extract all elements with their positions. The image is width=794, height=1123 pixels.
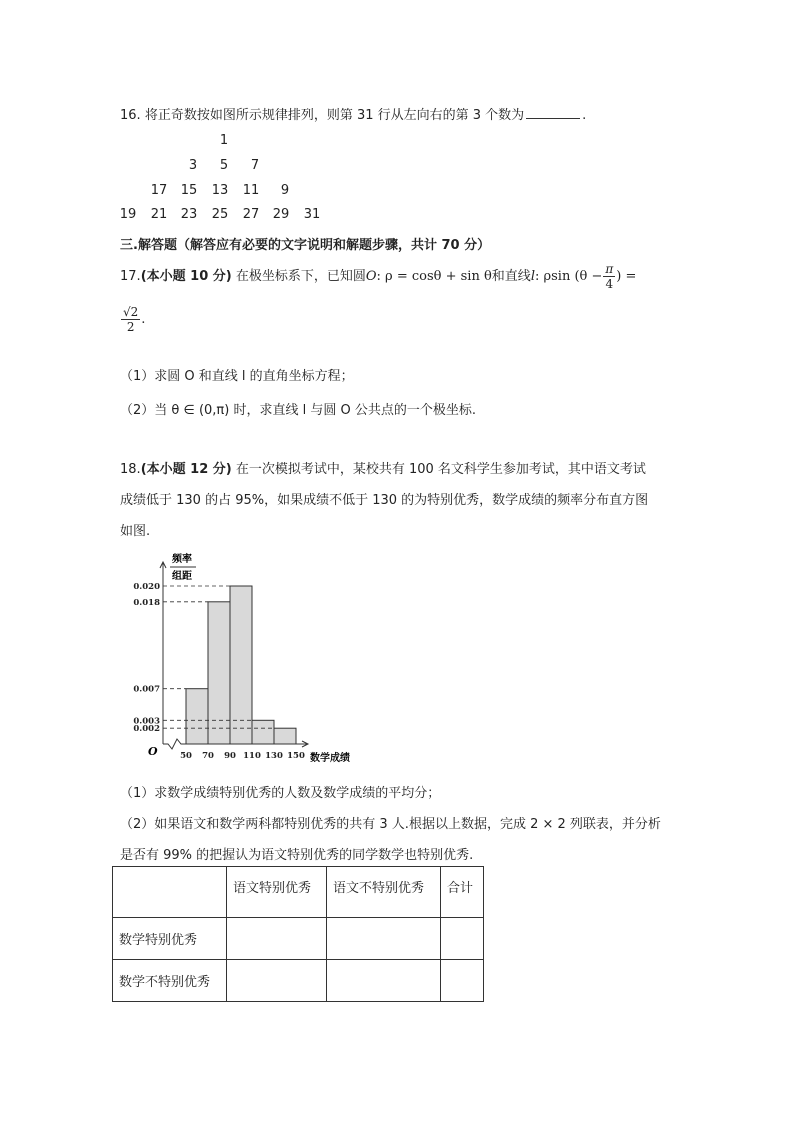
table-header-cell xyxy=(113,867,227,918)
ylabel-bottom: 组距 xyxy=(172,571,192,582)
table-cell[interactable] xyxy=(441,960,484,1002)
q17-text1: 在极坐标系下，已知圆 xyxy=(235,269,366,284)
x-tick-label: 70 xyxy=(202,751,214,761)
triangle-number: 15 xyxy=(180,183,198,198)
histogram-bar xyxy=(208,602,230,744)
triangle-number: 31 xyxy=(303,207,321,222)
q18-line2: 成绩低于 130 的占 95%，如果成绩不低于 130 的为特别优秀，数学成绩的频率分布直方图 xyxy=(120,493,649,508)
table-cell[interactable] xyxy=(327,960,441,1002)
answer-blank xyxy=(526,106,580,119)
line-equation-a: : ρsin (θ − xyxy=(534,269,603,284)
triangle-number: 19 xyxy=(119,207,137,222)
q16-line xyxy=(120,104,586,123)
q18-part1: （1）求数学成绩特别优秀的人数及数学成绩的平均分； xyxy=(120,786,441,801)
table-cell[interactable] xyxy=(227,918,327,960)
histogram-bar xyxy=(274,728,296,744)
table-header-cell: 语文不特别优秀 xyxy=(327,867,441,918)
q16-number: 16. xyxy=(120,108,141,123)
y-tick-label: 0.003 xyxy=(133,716,160,727)
x-tick-label: 150 xyxy=(287,751,305,761)
triangle-number: 25 xyxy=(211,207,229,222)
histogram-bar xyxy=(252,720,274,744)
table-cell[interactable] xyxy=(327,918,441,960)
table-header-cell: 合计 xyxy=(441,867,484,918)
q18-tag: (本小题 12 分) xyxy=(140,462,232,477)
triangle-number: 21 xyxy=(150,207,168,222)
origin-label: O xyxy=(148,745,158,758)
q17-text2: 和直线 xyxy=(491,269,531,284)
table-row xyxy=(113,918,484,960)
triangle-number: 9 xyxy=(280,183,290,198)
x-tick-label: 130 xyxy=(265,751,283,761)
denominator: 2 xyxy=(126,320,135,334)
table-row-header: 数学特别优秀 xyxy=(113,918,227,960)
table-header-cell: 语文特别优秀 xyxy=(227,867,327,918)
line-label: l xyxy=(530,269,535,284)
q17-part2: （2）当 θ ∈ (0,π) 时，求直线 l 与圆 O 公共点的一个极坐标. xyxy=(120,403,476,418)
circle-equation: : ρ = cosθ + sin θ xyxy=(376,269,492,284)
q18-line1 xyxy=(120,458,646,477)
circle-label: O xyxy=(365,269,377,284)
triangle-number: 1 xyxy=(219,133,229,148)
q17-line1 xyxy=(120,262,636,291)
triangle-number: 3 xyxy=(188,158,198,173)
x-tick-label: 110 xyxy=(243,751,261,761)
q18-line3: 如图. xyxy=(120,524,151,539)
histogram-bar xyxy=(186,689,208,744)
q18-text1: 在一次模拟考试中，某校共有 100 名文科学生参加考试，其中语文考试 xyxy=(235,462,646,477)
q16-end: . xyxy=(582,108,587,123)
triangle-number: 23 xyxy=(180,207,198,222)
triangle-number: 7 xyxy=(250,158,260,173)
q17-tag: (本小题 10 分) xyxy=(140,269,232,284)
frequency-histogram xyxy=(133,548,380,770)
pi-over-four: $\frac{\pi}{4}$ xyxy=(605,262,614,291)
x-tick-label: 50 xyxy=(180,751,192,761)
triangle-number: 29 xyxy=(272,207,290,222)
q18-part2a: （2）如果语文和数学两科都特别优秀的共有 3 人.根据以上数据，完成 2 × 2 列联表，并分析 xyxy=(120,817,661,832)
triangle-number: 11 xyxy=(242,183,260,198)
y-tick-label: 0.002 xyxy=(133,724,160,735)
table-cell[interactable] xyxy=(441,918,484,960)
q18-number: 18. xyxy=(120,462,141,477)
triangle-number: 17 xyxy=(150,183,168,198)
y-tick-label: 0.020 xyxy=(133,582,160,592)
contingency-table xyxy=(112,866,484,1002)
xlabel: 数学成绩 xyxy=(310,753,350,764)
q17-number: 17. xyxy=(120,269,141,284)
ylabel-top: 频率 xyxy=(172,554,192,565)
q18-part2b: 是否有 99% 的把握认为语文特别优秀的同学数学也特别优秀. xyxy=(120,848,474,863)
sqrt-two: √2 xyxy=(123,305,139,319)
x-tick-label: 90 xyxy=(224,751,236,761)
y-tick-label: 0.007 xyxy=(133,684,160,695)
q16-text: 将正奇数按如图所示规律排列，则第 31 行从左向右的第 3 个数为 xyxy=(144,108,525,123)
y-tick-label: 0.018 xyxy=(133,597,160,608)
line-equation-b: ) = xyxy=(616,269,637,284)
triangle-number: 5 xyxy=(219,158,229,173)
sqrt2-over-2: $\frac{√2}{2}$ . xyxy=(123,305,146,334)
table-row xyxy=(113,960,484,1002)
triangle-number: 27 xyxy=(242,207,260,222)
section-title: 三.解答题（解答应有必要的文字说明和解题步骤，共计 70 分） xyxy=(120,238,491,253)
table-cell[interactable] xyxy=(227,960,327,1002)
q17-part1: （1）求圆 O 和直线 l 的直角坐标方程； xyxy=(120,369,354,384)
triangle-number: 13 xyxy=(211,183,229,198)
table-row-header: 数学不特别优秀 xyxy=(113,960,227,1002)
table-header-row xyxy=(113,867,484,918)
